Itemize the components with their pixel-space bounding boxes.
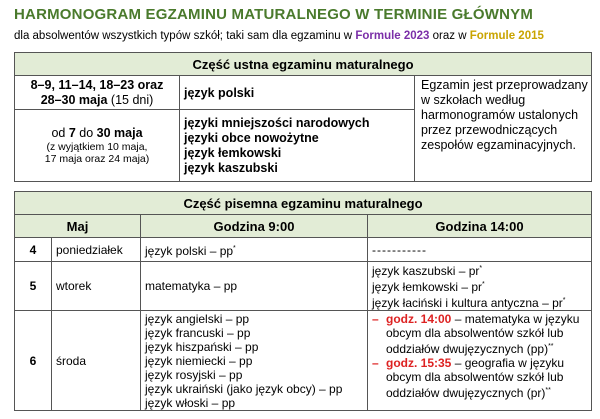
day-number: 4 (15, 238, 52, 262)
oral-polish-dates (15, 76, 180, 110)
written-exam-header: Część pisemna egzaminu maturalnego (15, 192, 592, 215)
exam-9-entry: język niemiecki – pp (145, 354, 253, 368)
table-row (15, 262, 592, 311)
exam-description: – matematyka w języku obcym dla absolwentów szkół lub oddziałów dwujęzycznych (pp) (386, 312, 580, 356)
day-number: 6 (15, 311, 52, 411)
weekday: wtorek (52, 262, 141, 311)
column-header-month: Maj (15, 215, 141, 238)
exam-9-entry: język włoski – pp (145, 396, 236, 410)
exam-time: godz. 15:35 (386, 356, 452, 370)
exam-14-cell (368, 311, 592, 411)
footnote-mark: * (479, 265, 483, 272)
exam-14-text: język kaszubski – pr (372, 264, 480, 278)
column-header-14: Godzina 14:00 (368, 215, 592, 238)
exam-description: – geografia w języku obcym dla absolwentów szkół lub oddziałów dwujęzycznych (pr) (386, 356, 565, 400)
weekday: poniedziałek (52, 238, 141, 262)
oral-exam-table (14, 52, 592, 182)
oral-polish-dates-line2 (15, 93, 179, 108)
formula-2015-label: Formule 2015 (469, 30, 544, 42)
oral-other-subjects (180, 110, 415, 182)
dates-mid: do (75, 126, 97, 140)
oral-subject-item: język łemkowski (184, 145, 282, 160)
exam-14-cell: ----------- (368, 238, 592, 262)
page-title: HARMONOGRAM EGZAMINU MATURALNEGO W TERMINIE GŁÓWNYM (14, 6, 534, 23)
oral-exam-note: Egzamin jest przeprowadzany w szkołach według harmonogramów ustalonych przez przewodniczących zespołów egzaminacyjnych. (415, 76, 592, 182)
exam-9-entry: język ukraiński (jako język obcy) – pp (145, 382, 343, 396)
exam-9-entry: język polski – pp (145, 243, 234, 258)
bullet-dash: – (372, 312, 379, 326)
oral-polish-dates-line1: 8–9, 11–14, 18–23 oraz (30, 77, 164, 92)
weekday: środa (52, 311, 141, 411)
oral-polish-dates-range: 28–30 maja (40, 92, 108, 107)
oral-polish-days-count: (15 dni) (107, 92, 154, 107)
written-exam-table (14, 191, 592, 411)
exam-9-entry: język angielski – pp (145, 312, 250, 326)
table-row (15, 311, 592, 411)
exam-14-cell (368, 262, 592, 311)
page-subtitle (14, 30, 544, 42)
oral-subject-item: języki mniejszości narodowych (184, 115, 370, 130)
exam-9-cell: matematyka – pp (141, 262, 368, 311)
exam-9-cell (141, 311, 368, 411)
exam-9-entry: język hiszpański – pp (145, 340, 259, 354)
oral-subject-item: języki obce nowożytne (184, 130, 319, 145)
footnote-mark: * (562, 297, 566, 304)
exam-9-entry: język rosyjski – pp (145, 368, 243, 382)
footnote-mark: ** (548, 343, 554, 350)
footnote-mark: * (233, 244, 236, 252)
oral-other-dates (15, 110, 180, 182)
subtitle-prefix: dla absolwentów wszystkich typów szkół; taki sam dla egzaminu w (14, 30, 356, 42)
footnote-mark: * (482, 281, 485, 288)
formula-2023-label: Formule 2023 (355, 30, 430, 42)
footnote-mark: ** (545, 387, 551, 394)
exam-14-item (372, 356, 591, 400)
oral-subject-item: język kaszubski (184, 160, 278, 175)
dates-from: 7 (68, 126, 76, 140)
exam-14-text: język łemkowski – pr (372, 280, 483, 294)
day-number: 5 (15, 262, 52, 311)
oral-exclusions-line1: (z wyjątkiem 10 maja, (46, 141, 148, 153)
oral-polish-subject: język polski (180, 76, 415, 110)
exam-14-entry (372, 262, 591, 278)
exam-14-item-text (386, 312, 591, 356)
exam-9-cell (141, 238, 368, 262)
oral-exclusions-line2: 17 maja oraz 24 maja) (44, 153, 150, 165)
exam-14-item-text (386, 356, 591, 400)
subtitle-middle: oraz w (429, 30, 470, 42)
oral-other-dates-range (15, 126, 179, 141)
dates-to: 30 (96, 126, 111, 140)
exam-14-item (372, 312, 591, 356)
exam-time: godz. 14:00 (386, 312, 452, 326)
oral-exam-header: Część ustna egzaminu maturalnego (15, 53, 592, 76)
bullet-dash: – (372, 356, 379, 370)
dates-suffix: maja (110, 126, 143, 140)
column-header-9: Godzina 9:00 (141, 215, 368, 238)
table-row (15, 238, 592, 262)
exam-14-text: język łaciński i kultura antyczna – pr (372, 296, 563, 310)
dates-prefix: od (51, 126, 69, 140)
exam-14-entry (372, 294, 591, 310)
exam-9-entry: język francuski – pp (145, 326, 251, 340)
exam-14-entry (372, 278, 591, 294)
